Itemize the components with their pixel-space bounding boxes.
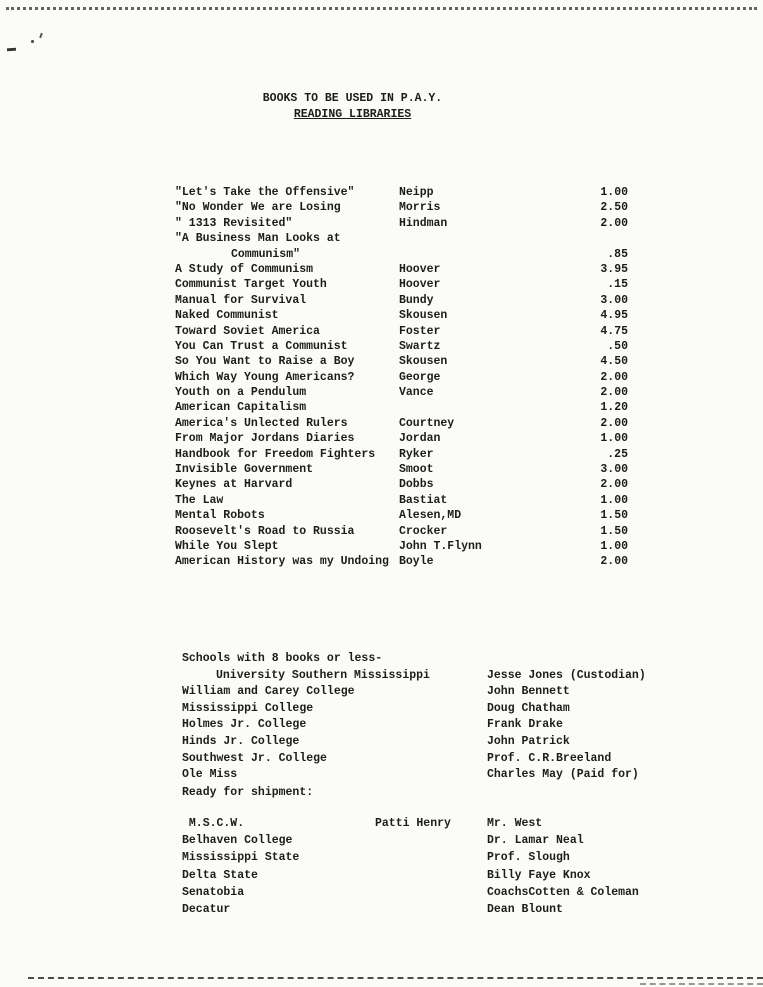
book-title: Keynes at Harvard — [175, 478, 293, 492]
book-row — [175, 309, 630, 324]
book-row — [175, 448, 630, 463]
book-price: 2.00 — [600, 370, 628, 384]
shipment-contact: Dr. Lamar Neal — [487, 834, 584, 848]
shipment-row — [182, 867, 702, 884]
shipment-school: M.S.C.W. — [182, 817, 245, 830]
schools-heading: Schools with 8 books or less- — [182, 652, 383, 665]
book-title: The Law — [175, 493, 224, 507]
book-author: Vance — [399, 386, 434, 400]
book-row — [175, 525, 630, 540]
school-row — [182, 767, 682, 784]
book-price: 3.95 — [600, 262, 628, 276]
book-author: Swartz — [399, 339, 441, 353]
shipment-middle — [375, 867, 487, 884]
book-title: Youth on a Pendulum — [175, 386, 307, 400]
book-title: While You Slept — [175, 539, 279, 553]
book-price: 1.50 — [600, 509, 628, 523]
school-row — [182, 717, 682, 734]
shipment-school: Senatobia — [182, 885, 245, 899]
school-name: Southwest Jr. College — [182, 751, 327, 765]
book-title: Communism" — [231, 247, 301, 261]
book-title: So You Want to Raise a Boy — [175, 355, 355, 369]
book-title: You Can Trust a Communist — [175, 339, 348, 353]
book-title: "A Business Man Looks at — [175, 232, 341, 246]
school-contact: Doug Chatham — [487, 701, 570, 715]
book-row — [175, 478, 630, 493]
book-title: Mental Robots — [175, 509, 265, 523]
book-price: 1.00 — [600, 493, 628, 507]
book-title: Manual for Survival — [175, 293, 307, 307]
shipment-school: Delta State — [182, 868, 258, 882]
book-price: 1.00 — [600, 539, 628, 553]
shipment-middle — [375, 832, 487, 849]
shipment-middle — [375, 849, 487, 866]
book-row — [175, 463, 630, 478]
book-author: Boyle — [399, 555, 434, 569]
shipment-row — [182, 901, 702, 918]
book-author: Jordan — [399, 432, 441, 446]
book-row — [175, 540, 630, 555]
book-row — [175, 494, 630, 509]
book-row — [175, 201, 630, 216]
school-row — [182, 701, 682, 718]
stray-mark — [39, 33, 43, 38]
book-price: 1.00 — [600, 432, 628, 446]
book-row — [175, 432, 630, 447]
book-price: 2.00 — [600, 416, 628, 430]
title-line-2: READING LIBRARIES — [293, 107, 412, 121]
book-title: Roosevelt's Road to Russia — [175, 524, 355, 538]
book-author: Morris — [399, 201, 441, 215]
book-title: America's Unlected Rulers — [175, 416, 348, 430]
book-author: Bastiat — [399, 493, 448, 507]
book-author: Ryker — [399, 447, 434, 461]
book-title: American Capitalism — [175, 401, 307, 415]
book-price: 3.00 — [600, 463, 628, 477]
book-row — [175, 371, 630, 386]
bottom-dashed-line-2 — [640, 983, 763, 985]
book-row — [175, 340, 630, 355]
book-price: 1.00 — [600, 186, 628, 199]
school-name: William and Carey College — [182, 685, 355, 699]
book-list — [175, 186, 630, 571]
book-title: Invisible Government — [175, 463, 314, 477]
book-title: "Let's Take the Offensive" — [175, 186, 355, 199]
book-row — [175, 217, 630, 232]
school-row — [182, 668, 682, 685]
book-author: Courtney — [399, 416, 455, 430]
schools-section — [182, 651, 682, 784]
stray-mark — [7, 48, 16, 52]
shipment-row — [182, 884, 702, 901]
book-price: .15 — [607, 278, 628, 292]
book-title: Handbook for Freedom Fighters — [175, 447, 376, 461]
book-row — [175, 417, 630, 432]
school-name: Holmes Jr. College — [182, 718, 307, 732]
schools-rows — [182, 668, 682, 784]
book-row — [175, 278, 630, 293]
top-dotted-line — [6, 7, 757, 10]
book-price: .85 — [607, 247, 628, 261]
book-row — [175, 186, 630, 201]
book-author: John T.Flynn — [399, 539, 482, 553]
book-author: Neipp — [399, 186, 434, 199]
shipment-middle — [375, 884, 487, 901]
book-row — [175, 386, 630, 401]
document-title — [100, 91, 605, 122]
book-title: American History was my Undoing — [175, 555, 389, 569]
book-author: Dobbs — [399, 478, 434, 492]
book-author: Alesen,MD — [399, 509, 462, 523]
book-price: .25 — [607, 447, 628, 461]
book-row — [175, 232, 630, 247]
book-title: A Study of Communism — [175, 262, 314, 276]
book-title: Naked Communist — [175, 309, 279, 323]
shipment-contact: Billy Faye Knox — [487, 868, 591, 882]
book-title: Toward Soviet America — [175, 324, 320, 338]
school-row — [182, 734, 682, 751]
book-row — [175, 401, 630, 416]
book-price: 4.95 — [600, 309, 628, 323]
school-contact: Charles May (Paid for) — [487, 768, 639, 782]
book-author: Bundy — [399, 293, 434, 307]
book-author: Hoover — [399, 262, 441, 276]
shipment-row — [182, 849, 702, 866]
shipment-school: Decatur — [182, 903, 231, 917]
school-row — [182, 751, 682, 768]
book-price: 4.50 — [600, 355, 628, 369]
book-row — [175, 509, 630, 524]
stray-mark — [31, 40, 34, 43]
book-author: Skousen — [399, 355, 448, 369]
book-price: 1.50 — [600, 524, 628, 538]
shipment-contact: Dean Blount — [487, 903, 563, 917]
book-author: Foster — [399, 324, 441, 338]
book-price: 4.75 — [600, 324, 628, 338]
book-title: Which Way Young Americans? — [175, 370, 355, 384]
book-row — [175, 263, 630, 278]
book-row — [175, 294, 630, 309]
shipment-contact: Prof. Slough — [487, 851, 570, 865]
book-author: Crocker — [399, 524, 448, 538]
school-row — [182, 684, 682, 701]
school-name: Hinds Jr. College — [182, 734, 300, 748]
book-row — [175, 555, 630, 570]
school-name: University Southern Mississippi — [216, 668, 430, 682]
school-name: Ole Miss — [182, 768, 238, 782]
book-author: Hoover — [399, 278, 441, 292]
book-author: Skousen — [399, 309, 448, 323]
bottom-dashed-line — [28, 977, 763, 979]
school-contact: John Patrick — [487, 734, 570, 748]
shipment-row — [182, 832, 702, 849]
shipment-school: Mississippi State — [182, 851, 300, 865]
book-row — [175, 325, 630, 340]
shipment-middle — [375, 901, 487, 918]
book-row — [175, 248, 630, 263]
school-contact: Jesse Jones (Custodian) — [487, 668, 646, 682]
book-price: 2.00 — [600, 216, 628, 230]
school-contact: Prof. C.R.Breeland — [487, 751, 612, 765]
school-contact: John Bennett — [487, 685, 570, 699]
book-price: 2.50 — [600, 201, 628, 215]
book-title: Communist Target Youth — [175, 278, 327, 292]
shipment-section — [182, 815, 702, 918]
book-title: " 1313 Revisited" — [175, 216, 293, 230]
shipment-middle: Patti Henry — [375, 817, 451, 830]
book-author: George — [399, 370, 441, 384]
book-title: From Major Jordans Diaries — [175, 432, 355, 446]
book-price: 2.00 — [600, 478, 628, 492]
book-price: .50 — [607, 339, 628, 353]
shipment-contact: CoachsCotten & Coleman — [487, 885, 639, 899]
book-price: 2.00 — [600, 386, 628, 400]
title-line-1: BOOKS TO BE USED IN P.A.Y. — [262, 92, 443, 105]
book-author: Smoot — [399, 463, 434, 477]
shipment-heading: Ready for shipment: — [182, 786, 314, 799]
shipment-row — [182, 815, 702, 832]
school-name: Mississippi College — [182, 701, 314, 715]
book-title: "No Wonder We are Losing — [175, 201, 341, 215]
book-author: Hindman — [399, 216, 448, 230]
book-price: 1.20 — [600, 401, 628, 415]
shipment-school: Belhaven College — [182, 834, 293, 848]
school-contact: Frank Drake — [487, 718, 563, 732]
book-row — [175, 355, 630, 370]
shipment-contact: Mr. West — [487, 817, 543, 830]
book-price: 2.00 — [600, 555, 628, 569]
book-price: 3.00 — [600, 293, 628, 307]
